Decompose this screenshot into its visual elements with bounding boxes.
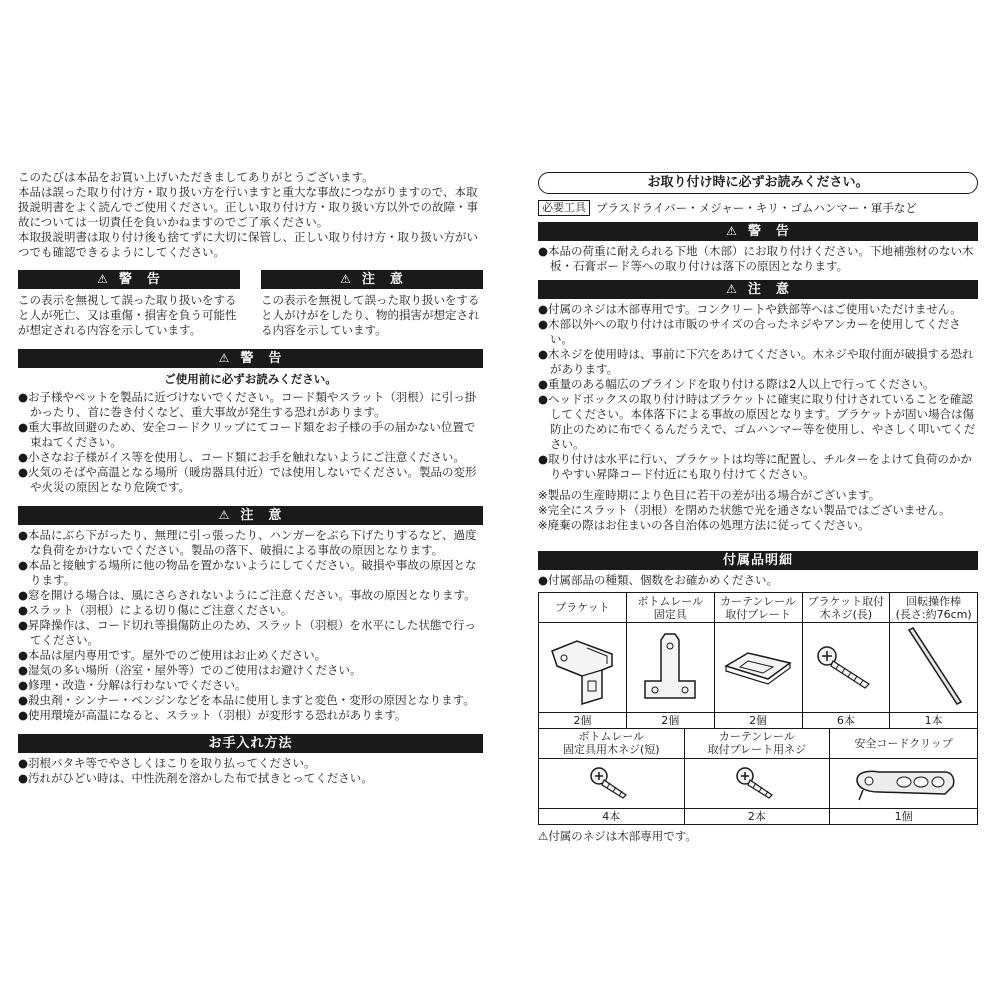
intro-line: 本品は誤った取り付け方・取り扱い方を行いますと重大な事故につながりますので、本取扱説明書をよく読んでご使用ください。正しい取り付け方・取り扱い方以外での故障・事故については一切責任を負いかねますのでご了承ください。 bbox=[18, 185, 478, 229]
part-name bbox=[626, 593, 714, 623]
part-image bbox=[626, 623, 714, 713]
tools-text: プラスドライバー・メジャー・キリ・ゴムハンマー・軍手など bbox=[596, 200, 917, 215]
parts-table-row2 bbox=[538, 728, 978, 825]
list-item: ●付属のネジは木部専用です。コンクリートや鉄部等へはご使用いただけません。 bbox=[538, 302, 962, 316]
list-item: ●本品にぶら下がったり、無理に引っ張ったり、ハンガーをぶら下げたりするなど、過度な負荷をかけないでください。製品の落下、破損による事故の原因となります。 bbox=[18, 528, 477, 557]
parts-footnote bbox=[538, 829, 978, 844]
curtain-rail-plate-icon bbox=[718, 631, 798, 701]
part-name bbox=[830, 728, 978, 758]
care-title: お手入れ方法 bbox=[18, 734, 483, 753]
required-tools bbox=[538, 200, 978, 216]
part-qty: 2個 bbox=[626, 713, 714, 729]
parts-footnote-text: 付属のネジは木部専用です。 bbox=[548, 828, 697, 843]
warning-legend bbox=[18, 270, 240, 338]
caution-triangle-icon: ⚠ bbox=[218, 508, 231, 522]
warning-section bbox=[18, 349, 483, 495]
list-item: ●重大事故回避のため、安全コードクリップにてコード類をお子様の手の届かない位置で束ねてください。 bbox=[18, 420, 476, 449]
note-line: ※製品の生産時期により色目に若干の差が出る場合がございます。 bbox=[538, 488, 881, 502]
list-item: ●木部以外への取り付けは市販のサイズの合ったネジやアンカーを使用してください。 bbox=[538, 317, 961, 346]
intro-line: 本取扱説明書は取り付け後も捨てずに大切に保管し、正しい取り付け方・取り扱い方がいつでも確認できるようにしてください。 bbox=[18, 230, 478, 259]
warning-bar bbox=[538, 222, 978, 241]
list-item: ●本品と接触する場所に他の物品を置かないようにしてください。破損や事故の原因となります。 bbox=[18, 558, 477, 587]
parts-title: 付属品明細 bbox=[538, 551, 978, 570]
right-column bbox=[538, 172, 978, 844]
part-name-text: ボトムレール 固定具 bbox=[637, 594, 704, 621]
part-image bbox=[830, 758, 978, 808]
list-item: ●本品は屋内専用です。屋外でのご使用はお止めください。 bbox=[18, 648, 327, 662]
install-caution-section bbox=[538, 280, 978, 482]
part-image bbox=[539, 623, 627, 713]
caution-triangle-icon: ⚠ bbox=[340, 272, 352, 286]
list-item: ●昇降操作は、コード切れ等損傷防止のため、スラット（羽根）を水平にした状態で行ってください。 bbox=[18, 618, 476, 647]
short-screw-icon bbox=[586, 762, 636, 802]
bottom-rail-fixture-icon bbox=[635, 626, 705, 706]
warning-triangle-icon: ⚠ bbox=[97, 272, 109, 286]
warning-title: 警 告 bbox=[240, 351, 283, 366]
warning-list bbox=[18, 390, 483, 495]
list-item: ●湿気の多い場所（浴室・屋外等）でのご使用はお避けください。 bbox=[18, 663, 362, 677]
list-item: ●殺虫剤・シンナー・ベンジンなどを本品に使用しますと変色・変形の原因となります。 bbox=[18, 693, 475, 707]
part-name bbox=[539, 593, 627, 623]
caution-legend-text: この表示を無視して誤った取り扱いをすると人がけがをしたり、物的損害が想定される内容を示しています。 bbox=[261, 293, 480, 337]
note-line: ※廃棄の際はお住まいの各自治体の処理方法に従ってください。 bbox=[538, 518, 870, 532]
part-image bbox=[684, 758, 830, 808]
caution-title: 注 意 bbox=[361, 272, 404, 287]
install-notes bbox=[538, 488, 978, 533]
list-item: ●使用環境が高温になると、スラット（羽根）が変形する恐れがあります。 bbox=[18, 708, 407, 722]
warning-triangle-icon: ⚠ bbox=[726, 224, 738, 238]
list-item: ●木ネジを使用時は、事前に下穴をあけてください。木ネジや取付面が破損する恐れがあります。 bbox=[538, 347, 974, 376]
caution-legend bbox=[261, 270, 483, 338]
install-warning-list bbox=[538, 244, 978, 274]
intro-text bbox=[18, 170, 483, 260]
cord-clip-icon bbox=[849, 760, 959, 804]
left-column bbox=[18, 170, 483, 786]
part-name-text: カーテンレール 取付プレート用ネジ bbox=[707, 730, 807, 756]
part-name-text: カーテンレール 取付プレート bbox=[720, 594, 797, 621]
part-qty: 2個 bbox=[539, 713, 627, 729]
caution-list bbox=[18, 528, 483, 723]
caution-title: 注 意 bbox=[240, 508, 283, 523]
part-name bbox=[539, 728, 685, 758]
warning-bar bbox=[18, 270, 240, 289]
parts-section bbox=[538, 551, 978, 844]
list-item: ●窓を開ける場合は、風にさらされないようにご注意ください。事故の原因となります。 bbox=[18, 588, 476, 602]
install-title: お取り付け時に必ずお読みください。 bbox=[538, 172, 978, 194]
part-image bbox=[802, 623, 890, 713]
list-item: ●お子様やペットを製品に近づけないでください。コード類やスラット（羽根）に引っ掛かったり、首に巻き付くなど、重大事故が発生する恐れがあります。 bbox=[18, 390, 477, 419]
caution-bar bbox=[261, 270, 483, 289]
long-screw-icon bbox=[811, 636, 881, 696]
bracket-icon bbox=[542, 626, 622, 706]
part-image bbox=[890, 623, 978, 713]
intro-line: このたびは本品をお買い上げいただきましてありがとうございます。 bbox=[18, 170, 374, 184]
part-qty: 1個 bbox=[830, 808, 978, 824]
part-name-text: ブラケット bbox=[555, 601, 610, 614]
warning-subhead: ご使用前に必ずお読みください。 bbox=[164, 372, 337, 386]
caution-bar bbox=[538, 280, 978, 299]
warning-legend-text: この表示を無視して誤った取り扱いをすると人が死亡、又は重傷・損害を負う可能性が想定される内容を示しています。 bbox=[18, 293, 237, 337]
plate-screw-icon bbox=[732, 762, 782, 802]
part-image bbox=[714, 623, 802, 713]
list-item: ●重量のある幅広のブラインドを取り付ける際は2人以上で行ってください。 bbox=[538, 377, 935, 391]
note-line: ※完全にスラット（羽根）を閉めた状態で光を通さない製品ではございません。 bbox=[538, 503, 951, 517]
list-item: ●修理・改造・分解は行わないでください。 bbox=[18, 678, 247, 692]
part-name bbox=[714, 593, 802, 623]
part-name bbox=[890, 593, 978, 623]
list-item: ●スラット（羽根）による切り傷にご注意ください。 bbox=[18, 603, 293, 617]
warning-bar bbox=[18, 349, 483, 368]
part-name-text: ブラケット取付 木ネジ(長) bbox=[807, 594, 885, 621]
caution-bar bbox=[18, 506, 483, 525]
part-name bbox=[684, 728, 830, 758]
install-warning-section bbox=[538, 222, 978, 274]
tools-tag: 必要工具 bbox=[538, 200, 590, 216]
install-caution-list bbox=[538, 302, 978, 482]
part-qty: 2本 bbox=[684, 808, 830, 824]
list-item: ●羽根バタキ等でやさしくほこりを取り払ってください。 bbox=[18, 756, 316, 770]
part-qty: 6本 bbox=[802, 713, 890, 729]
part-qty: 1本 bbox=[890, 713, 978, 729]
list-item: ●本品の荷重に耐えられる下地（木部）にお取り付けください。下地補強材のない木板・石膏ボード等への取り付けは落下の原因となります。 bbox=[538, 244, 974, 273]
parts-table bbox=[538, 592, 978, 729]
part-qty: 4本 bbox=[539, 808, 685, 824]
list-item: ●火気のそばや高温となる場所（暖房器具付近）では使用しないでください。製品の変形や火災の原因となり危険です。 bbox=[18, 465, 477, 494]
part-name-text: ボトムレール 固定具用木ネジ(短) bbox=[562, 730, 660, 756]
care-list bbox=[18, 756, 483, 786]
symbol-legend bbox=[18, 270, 483, 338]
list-item: ●ヘッドボックスの取り付け時はブラケットに確実に取り付けされていることを確認してください。本体落下による事故の原因となります。ブラケットが固い場合は傷防止のために布でくるんだうえで、ゴムハンマー等を使用し、やさしく叩いてください。 bbox=[538, 392, 976, 451]
list-item: ●取り付けは水平に行い、ブラケットは均等に配置し、チルターをよけて負荷のかかりやすい昇降コード付近にも取り付けてください。 bbox=[538, 452, 972, 481]
warning-triangle-icon: ⚠ bbox=[218, 351, 231, 365]
part-name bbox=[802, 593, 890, 623]
part-qty: 2個 bbox=[714, 713, 802, 729]
part-image bbox=[539, 758, 685, 808]
list-item: ●小さなお子様がイス等を使用し、コード類にお手を触れないようにご注意ください。 bbox=[18, 450, 465, 464]
list-item: ●汚れがひどい時は、中性洗剤を溶かした布で拭きとってください。 bbox=[18, 771, 373, 785]
rotation-rod-icon bbox=[899, 624, 969, 709]
parts-lead: ●付属部品の種類、個数をお確かめください。 bbox=[538, 573, 779, 587]
caution-triangle-icon: ⚠ bbox=[538, 828, 549, 843]
caution-triangle-icon: ⚠ bbox=[726, 282, 738, 296]
part-name-text: 回転操作棒 (長さ:約76cm) bbox=[895, 594, 972, 621]
caution-title: 注 意 bbox=[747, 282, 790, 297]
care-section bbox=[18, 734, 483, 786]
caution-section bbox=[18, 506, 483, 723]
warning-title: 警 告 bbox=[118, 272, 161, 287]
part-name-text: 安全コードクリップ bbox=[854, 736, 953, 750]
warning-title: 警 告 bbox=[747, 224, 790, 239]
